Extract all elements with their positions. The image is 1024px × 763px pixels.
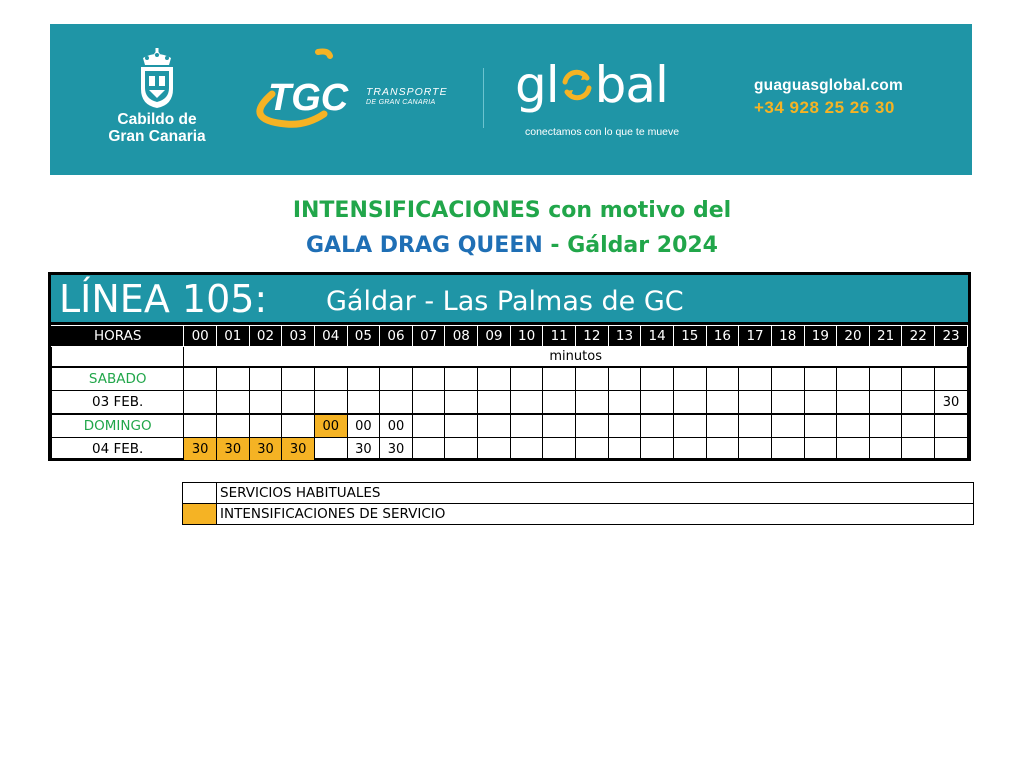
minute-cell bbox=[902, 438, 935, 461]
page-title-line2 bbox=[0, 233, 1024, 258]
minute-cell bbox=[412, 438, 445, 461]
hour-cell: 13 bbox=[608, 326, 641, 347]
minute-cell: 00 bbox=[347, 414, 380, 438]
schedule-table bbox=[48, 272, 971, 461]
minute-cell bbox=[249, 391, 282, 415]
minute-cell bbox=[314, 391, 347, 415]
minute-cell bbox=[673, 438, 706, 461]
schedule-row bbox=[52, 367, 968, 391]
cabildo-logo bbox=[92, 48, 222, 144]
contact-info bbox=[754, 77, 903, 118]
hour-cell: 15 bbox=[673, 326, 706, 347]
minute-cell bbox=[445, 414, 478, 438]
minute-cell: 30 bbox=[347, 438, 380, 461]
minute-cell bbox=[706, 414, 739, 438]
page-title-line1: INTENSIFICACIONES con motivo del bbox=[292, 198, 732, 223]
minute-cell: 30 bbox=[184, 438, 217, 461]
legend-swatch-regular bbox=[183, 483, 217, 504]
minute-cell bbox=[804, 391, 837, 415]
global-word-part2: bal bbox=[594, 56, 668, 114]
minute-cell bbox=[706, 367, 739, 391]
hour-cell: 09 bbox=[478, 326, 511, 347]
minute-cell: 00 bbox=[314, 414, 347, 438]
hour-cell: 17 bbox=[739, 326, 772, 347]
date-label: 03 FEB. bbox=[52, 391, 184, 415]
hour-cell: 04 bbox=[314, 326, 347, 347]
hour-cell: 01 bbox=[217, 326, 250, 347]
minute-cell bbox=[804, 438, 837, 461]
hour-cell: 21 bbox=[869, 326, 902, 347]
hour-cell: 20 bbox=[837, 326, 870, 347]
minute-cell bbox=[510, 438, 543, 461]
minute-cell bbox=[771, 391, 804, 415]
minutes-row bbox=[52, 347, 968, 368]
hour-cell: 02 bbox=[249, 326, 282, 347]
minute-cell bbox=[478, 391, 511, 415]
minute-cell bbox=[347, 367, 380, 391]
minute-cell bbox=[902, 367, 935, 391]
legend-label-intensified: INTENSIFICACIONES DE SERVICIO bbox=[217, 504, 974, 525]
minute-cell bbox=[576, 438, 609, 461]
minute-cell bbox=[412, 391, 445, 415]
hour-cell: 11 bbox=[543, 326, 576, 347]
cabildo-name-line2: Gran Canaria bbox=[108, 128, 206, 145]
minute-cell bbox=[184, 367, 217, 391]
timetable-grid bbox=[51, 325, 968, 461]
minute-cell bbox=[869, 438, 902, 461]
hours-header-row bbox=[52, 326, 968, 347]
minute-cell bbox=[641, 414, 674, 438]
minute-cell bbox=[249, 414, 282, 438]
minute-cell bbox=[576, 391, 609, 415]
minute-cell bbox=[902, 391, 935, 415]
minute-cell bbox=[935, 414, 968, 438]
minute-cell bbox=[739, 367, 772, 391]
minute-cell bbox=[869, 391, 902, 415]
hour-cell: 00 bbox=[184, 326, 217, 347]
global-logo bbox=[515, 56, 725, 138]
line-number: LÍNEA 105: bbox=[59, 277, 268, 321]
minute-cell bbox=[543, 367, 576, 391]
minute-cell bbox=[869, 414, 902, 438]
hour-cell: 08 bbox=[445, 326, 478, 347]
hour-cell: 16 bbox=[706, 326, 739, 347]
hour-cell: 07 bbox=[412, 326, 445, 347]
minute-cell bbox=[217, 367, 250, 391]
event-place-year: - Gáldar 2024 bbox=[542, 233, 718, 258]
header-banner bbox=[50, 24, 972, 175]
schedule-row bbox=[52, 438, 968, 461]
minute-cell bbox=[739, 438, 772, 461]
line-header bbox=[51, 275, 968, 325]
tgc-line2: DE GRAN CANARIA bbox=[366, 99, 436, 106]
tgc-line1: TRANSPORTE bbox=[366, 86, 448, 98]
minute-cell bbox=[412, 414, 445, 438]
minute-cell bbox=[576, 414, 609, 438]
day-label: SABADO bbox=[52, 367, 184, 391]
cabildo-name-line1: Cabildo de bbox=[117, 111, 197, 128]
minute-cell bbox=[445, 438, 478, 461]
minute-cell bbox=[706, 391, 739, 415]
minute-cell bbox=[935, 367, 968, 391]
minute-cell bbox=[184, 414, 217, 438]
minute-cell: 30 bbox=[217, 438, 250, 461]
minute-cell bbox=[608, 414, 641, 438]
website-link[interactable]: guaguasglobal.com bbox=[754, 77, 903, 94]
minute-cell bbox=[739, 391, 772, 415]
minute-cell bbox=[217, 391, 250, 415]
tgc-tagline bbox=[366, 86, 448, 106]
minute-cell bbox=[543, 391, 576, 415]
global-tagline: conectamos con lo que te mueve bbox=[525, 126, 680, 138]
minute-cell bbox=[739, 414, 772, 438]
minute-cell bbox=[673, 391, 706, 415]
minute-cell bbox=[608, 438, 641, 461]
minute-cell bbox=[543, 414, 576, 438]
legend-swatch-intensified bbox=[183, 504, 217, 525]
minute-cell bbox=[771, 367, 804, 391]
tgc-logo bbox=[248, 48, 364, 132]
minute-cell bbox=[184, 391, 217, 415]
minute-cell bbox=[347, 391, 380, 415]
minute-cell bbox=[380, 367, 413, 391]
schedule-row bbox=[52, 414, 968, 438]
minute-cell bbox=[837, 414, 870, 438]
hour-cell: 12 bbox=[576, 326, 609, 347]
minute-cell bbox=[282, 391, 315, 415]
minute-cell bbox=[641, 391, 674, 415]
hour-cell: 05 bbox=[347, 326, 380, 347]
minute-cell bbox=[608, 367, 641, 391]
hour-cell: 06 bbox=[380, 326, 413, 347]
minute-cell bbox=[478, 438, 511, 461]
minute-cell bbox=[641, 438, 674, 461]
hour-cell: 18 bbox=[771, 326, 804, 347]
minute-cell bbox=[510, 367, 543, 391]
line-route: Gáldar - Las Palmas de GC bbox=[326, 286, 684, 317]
minute-cell bbox=[314, 367, 347, 391]
minute-cell bbox=[641, 367, 674, 391]
event-name: GALA DRAG QUEEN bbox=[305, 233, 543, 258]
minute-cell bbox=[804, 367, 837, 391]
hour-cell: 03 bbox=[282, 326, 315, 347]
hour-cell: 23 bbox=[935, 326, 968, 347]
minute-cell bbox=[217, 414, 250, 438]
minute-cell bbox=[314, 438, 347, 461]
minute-cell bbox=[673, 414, 706, 438]
global-word-part1: gl bbox=[515, 56, 559, 114]
hour-cell: 19 bbox=[804, 326, 837, 347]
coat-of-arms-icon bbox=[135, 48, 179, 110]
minute-cell bbox=[478, 367, 511, 391]
minute-cell: 30 bbox=[380, 438, 413, 461]
minute-cell bbox=[771, 438, 804, 461]
minute-cell: 30 bbox=[282, 438, 315, 461]
minutes-label: minutos bbox=[184, 347, 968, 368]
minute-cell bbox=[935, 438, 968, 461]
minute-cell bbox=[804, 414, 837, 438]
tgc-logo-text: TGC bbox=[268, 77, 349, 119]
minute-cell bbox=[902, 414, 935, 438]
minute-cell bbox=[412, 367, 445, 391]
minute-cell bbox=[510, 414, 543, 438]
minute-cell bbox=[478, 414, 511, 438]
global-wordmark bbox=[515, 56, 725, 114]
hour-cell: 22 bbox=[902, 326, 935, 347]
legend-row-regular bbox=[183, 483, 974, 504]
minute-cell bbox=[837, 391, 870, 415]
legend-row-intensified bbox=[183, 504, 974, 525]
minute-cell bbox=[249, 367, 282, 391]
hours-label: HORAS bbox=[52, 326, 184, 347]
schedule-row bbox=[52, 391, 968, 415]
minute-cell bbox=[837, 367, 870, 391]
minute-cell bbox=[445, 391, 478, 415]
logo-divider bbox=[483, 68, 484, 128]
minute-cell bbox=[771, 414, 804, 438]
minutes-row-label bbox=[52, 347, 184, 368]
legend bbox=[182, 482, 974, 525]
phone-number[interactable]: +34 928 25 26 30 bbox=[754, 98, 895, 117]
minute-cell: 00 bbox=[380, 414, 413, 438]
minute-cell bbox=[837, 438, 870, 461]
minute-cell bbox=[706, 438, 739, 461]
minute-cell: 30 bbox=[935, 391, 968, 415]
minute-cell bbox=[608, 391, 641, 415]
minute-cell bbox=[673, 367, 706, 391]
refresh-arrows-icon bbox=[560, 68, 594, 102]
minute-cell bbox=[282, 414, 315, 438]
date-label: 04 FEB. bbox=[52, 438, 184, 461]
day-label: DOMINGO bbox=[52, 414, 184, 438]
minute-cell: 30 bbox=[249, 438, 282, 461]
minute-cell bbox=[869, 367, 902, 391]
minute-cell bbox=[510, 391, 543, 415]
legend-label-regular: SERVICIOS HABITUALES bbox=[217, 483, 974, 504]
minute-cell bbox=[576, 367, 609, 391]
hour-cell: 10 bbox=[510, 326, 543, 347]
minute-cell bbox=[543, 438, 576, 461]
minute-cell bbox=[380, 391, 413, 415]
minute-cell bbox=[282, 367, 315, 391]
minute-cell bbox=[445, 367, 478, 391]
hour-cell: 14 bbox=[641, 326, 674, 347]
